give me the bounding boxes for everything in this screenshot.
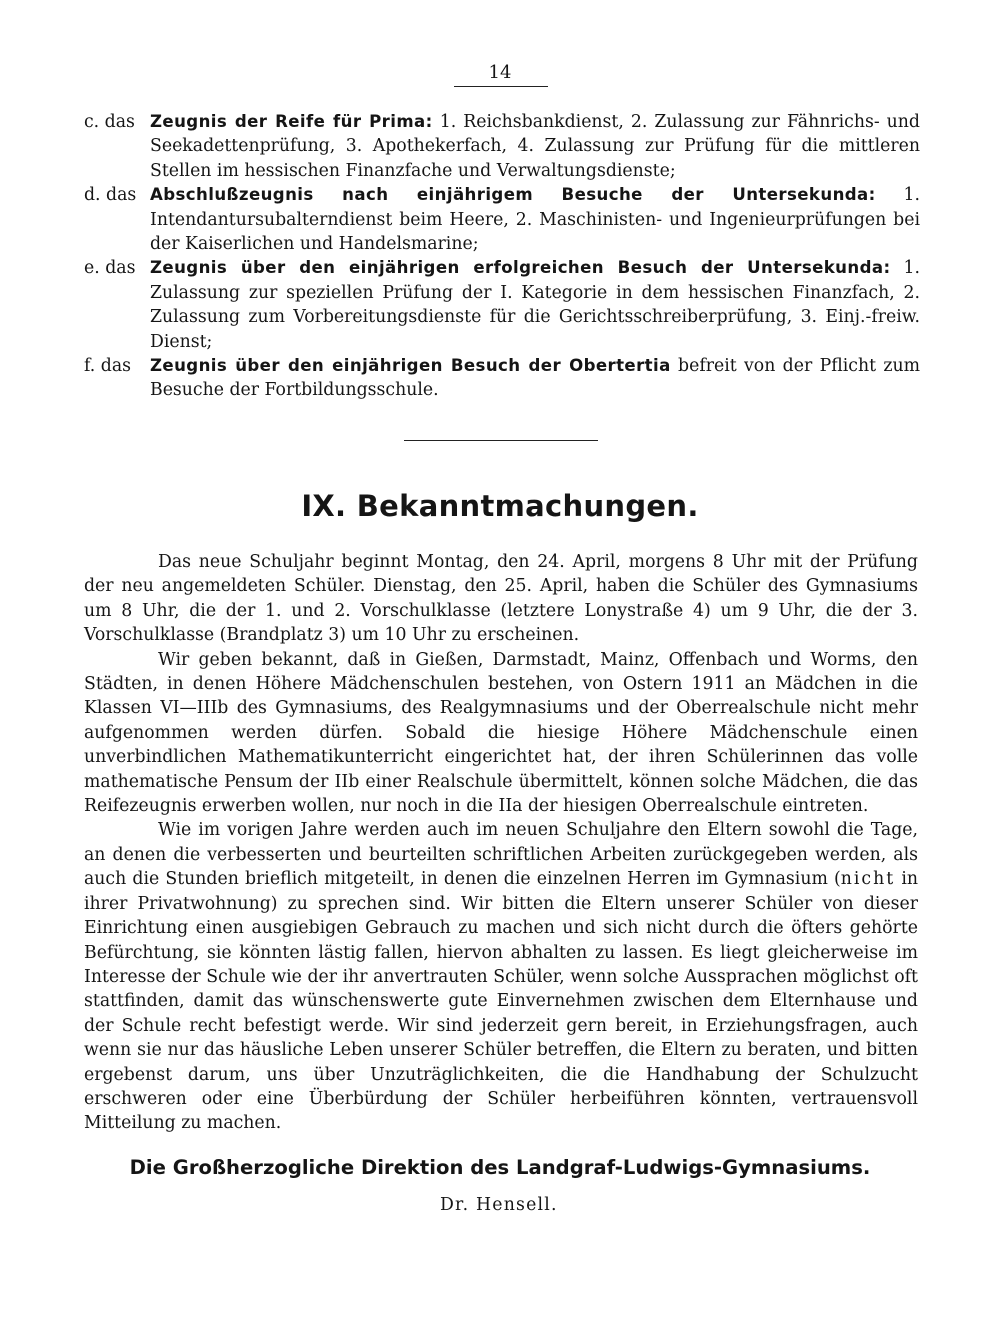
paragraph: Wir geben bekannt, daß in Gießen, Darmstadt, Mainz, Offenbach und Worms, den Städten, in denen Höhere Mädchenschulen bestehen, von Ostern 1911 an Mädchen in die Klassen VI—IIIb des Gymnasiums, des Realgymnasiums und der Oberrealschule nicht mehr aufgenommen werden dürfen. Sobald die hiesige Höhere Mädchenschule einen unverbindlichen Mathematikunterricht eingerichtet hat, der ihren Schülerinnen das volle mathematische Pensum der IIb einer Realschule übermittelt, können solche Mädchen, die das Reifezeugnis erwerben wollen, nur noch in die IIa der hiesigen Oberrealschule eintreten. bbox=[84, 649, 918, 817]
list-item bbox=[84, 183, 920, 256]
list-item bbox=[84, 256, 920, 354]
list-item-title: Abschlußzeugnis nach einjährigem Besuche der Untersekunda: bbox=[150, 185, 876, 205]
header-rule bbox=[454, 86, 548, 87]
list-item-text: 1. Zulassung zur speziellen Prüfung der I. Kategorie in dem hessischen Finanzfach, 2. Zulassung zum Vorbereitungsdienste für die Gerichtsschreiberprüfung, 3. Einj.-freiw. Dienst; bbox=[150, 258, 920, 352]
list-item bbox=[84, 354, 920, 403]
list-item-title: Zeugnis der Reife für Prima: bbox=[150, 112, 433, 131]
paragraph: Das neue Schuljahr beginnt Montag, den 24. April, morgens 8 Uhr mit der Prüfung der neu angemeldeten Schüler. Dienstag, den 25. April, haben die Schüler des Gymnasiums um 8 Uhr, die der 1. und 2. Vorschulklasse (letztere Lonystraße 4) um 9 Uhr, die der 3. Vorschulklasse (Brandplatz 3) um 10 Uhr zu erscheinen. bbox=[84, 552, 918, 646]
announcement-body bbox=[84, 550, 918, 1136]
section-heading: IX. Bekanntmachungen. bbox=[301, 489, 699, 523]
list-item-title: Zeugnis über den einjährigen erfolgreichen Besuch der Untersekunda: bbox=[150, 258, 891, 278]
paragraph-text: Wie im vorigen Jahre werden auch im neuen Schuljahre den Eltern sowohl die Tage, an denen die verbesserten und beurteilten schriftlichen Arbeiten zurückgegeben werden, als auch die Stunden brieflich mitgeteilt, in denen die einzelnen Herren im Gymnasium ( bbox=[84, 820, 918, 890]
qualification-list bbox=[84, 110, 920, 403]
list-item-text: 1. Reichsbankdienst, 2. Zulassung zur Fähnrichs- und Seekadettenprüfung, 3. Apothekerfach, 4. Zulassung zur Prüfung für die mittleren Stellen im hessischen Finanzfache und Verwaltungsdienste; bbox=[150, 112, 920, 181]
signer-name: Dr. Hensell. bbox=[440, 1195, 558, 1215]
list-item-marker: d. das bbox=[84, 185, 137, 206]
list-item bbox=[84, 110, 920, 183]
emphasized-word: nicht bbox=[840, 869, 896, 890]
list-item-marker: f. das bbox=[84, 356, 131, 377]
section-divider bbox=[404, 440, 598, 441]
list-item-text: 1. Intendantursubalterndienst beim Heere, 2. Maschinisten- und Ingenieurprüfungen bei der Kaiserlichen und Handelsmarine; bbox=[150, 185, 920, 255]
list-item-text: befreit von der Pflicht zum Besuche der Fortbildungsschule. bbox=[150, 356, 920, 401]
list-item-marker: e. das bbox=[84, 258, 136, 279]
list-item-title: Zeugnis über den einjährigen Besuch der Obertertia bbox=[150, 356, 671, 376]
paragraph bbox=[84, 818, 918, 1135]
paragraph-text: in ihrer Privatwohnung) zu sprechen sind. Wir bitten die Eltern unserer Schüler von dieser Einrichtung einen ausgiebigen Gebrauch zu machen und sich nicht durch die öfters gehörte Befürchtung, sie könnten lästig fallen, hiervon abhalten zu lassen. Es liegt gleicherweise im Interesse der Schule wie der ihr anvertrauten Schüler, wenn solche Aussprachen möglichst oft stattfinden, damit das wünschenswerte gute Einvernehmen zwischen dem Elternhause und der Schule recht befestigt werde. Wir sind jederzeit gern bereit, in Erziehungsfragen, auch wenn sie nur das häusliche Leben unserer Schüler betreffen, die Eltern zu beraten, und bitten ergebenst darum, uns über Unzuträglichkeiten, die die Handhabung der Schulzucht erschweren oder eine Überbürdung der Schüler herbeiführen könnten, vertrauensvoll Mitteilung zu machen. bbox=[84, 869, 918, 1134]
page-number: 14 bbox=[488, 62, 512, 83]
signature-line: Die Großherzogliche Direktion des Landgraf-Ludwigs-Gymnasiums. bbox=[129, 1156, 871, 1179]
list-item-marker: c. das bbox=[84, 112, 135, 132]
